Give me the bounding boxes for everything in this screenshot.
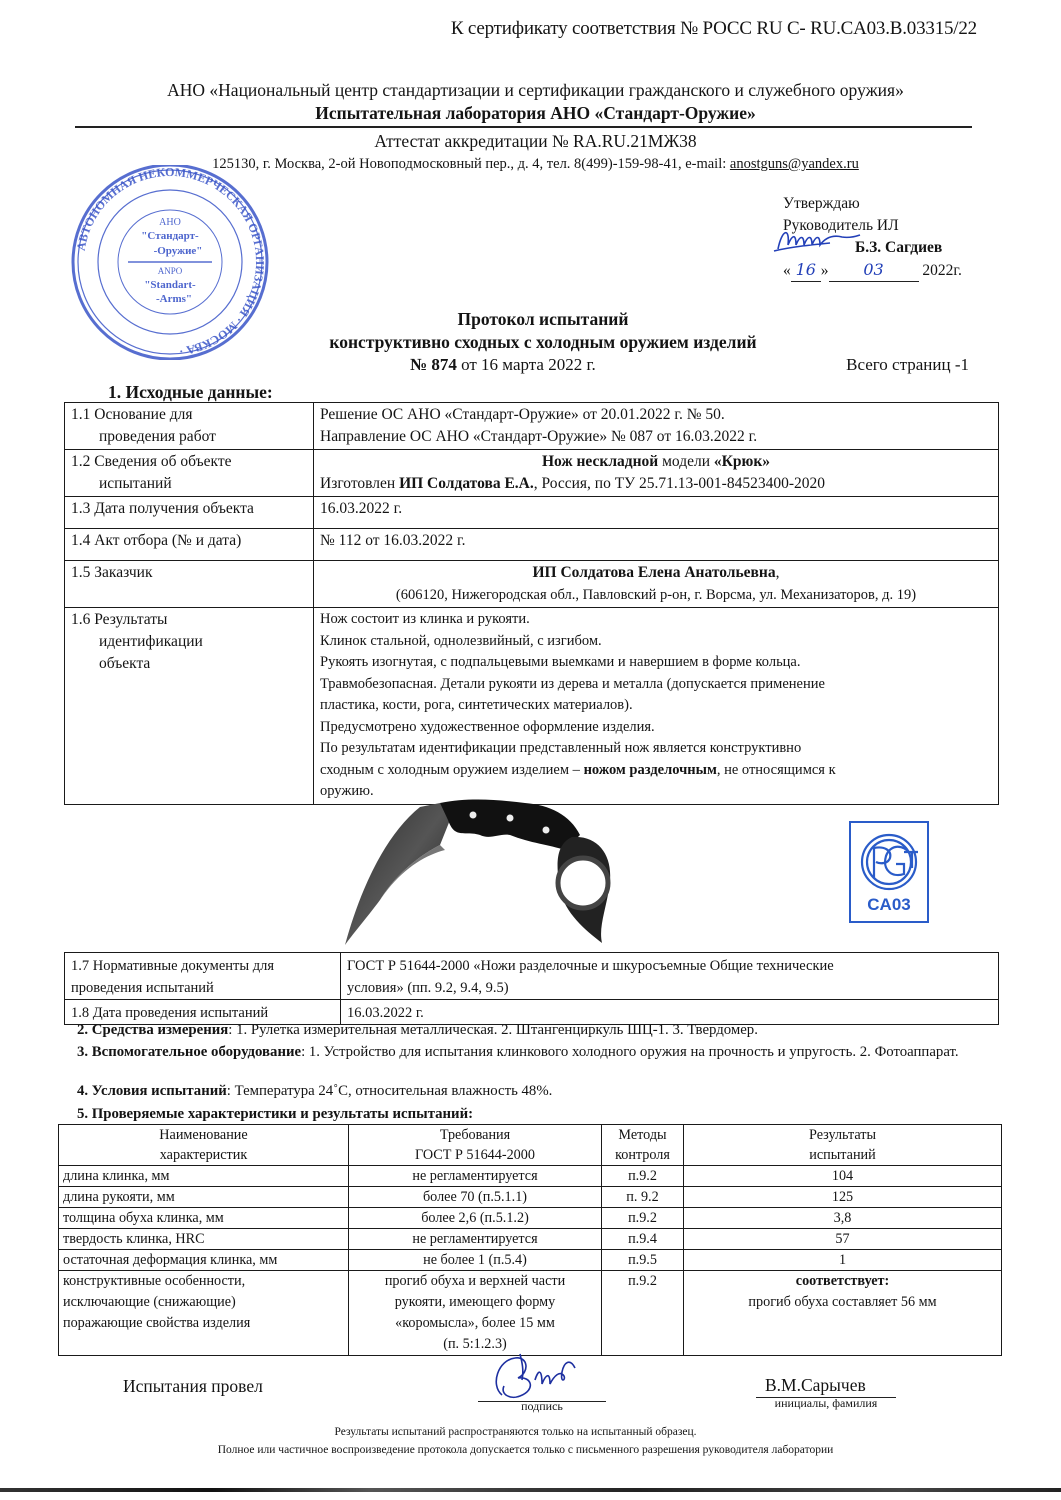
organization-stamp-icon — [60, 165, 280, 360]
svg-text:АВТОНОМНАЯ НЕКОММЕРЧЕСКАЯ ОРГА: АВТОНОМНАЯ НЕКОММЕРЧЕСКАЯ ОРГАНИЗАЦИЯ · МОСКВА · — [73, 165, 268, 359]
table-row — [65, 529, 999, 561]
organization-name: АНО «Национальный центр стандартизации и сертификации гражданского и служебного оружия» — [167, 80, 904, 100]
section-4-test-conditions: 4. Условия испытаний: Температура 24˚С, относительная влажность 48%. — [77, 1083, 553, 1099]
email-link[interactable]: anostguns@yandex.ru — [729, 156, 859, 172]
row-key: 1.5 Заказчик — [65, 561, 314, 608]
test-results-table — [58, 1124, 1002, 1356]
row-value: Нож состоит из клинка и рукояти. Клинок стальной, однолезвийный, с изгибом. Рукоять изогнутая, с подпальцевыми выемками и навершием в форме кольца. Травмобезопасная. Детали рукояти из дерева и металла (допускается применение пластика, кости, рога, синтетических материалов). Предусмотрено художественное оформление изделия. По результатам идентификации представленный нож является конструктивно сходным с холодным оружием изделием – ножом разделочным, не относящимся к оружию. — [314, 608, 999, 805]
approval-date: « 16 » 03 2022г. — [783, 259, 962, 282]
customer-address: (606120, Нижегородская обл., Павловский р-он, г. Ворсма, ул. Механизаторов, д. 19) — [395, 587, 917, 603]
tester-name: В.М.Сарычев — [765, 1375, 866, 1395]
row-key: 1.7 Нормативные документы для проведения испытаний — [65, 953, 341, 1000]
approver-name: Б.З. Сагдиев — [855, 239, 943, 256]
table-header-row — [59, 1125, 1002, 1166]
knife-image — [340, 795, 630, 945]
svg-text:CA03: CA03 — [867, 895, 911, 914]
section-1-title: 1. Исходные данные: — [108, 382, 273, 402]
column-header: Наименование характеристик — [59, 1125, 349, 1166]
row-value: Решение ОС АНО «Стандарт-Оружие» от 20.01.2022 г. № 50. Направление ОС АНО «Стандарт-Оружие» № 087 от 16.03.2022 г. — [314, 403, 999, 450]
scan-bottom-edge — [0, 1488, 1061, 1492]
product-name: Нож нескладной модели «Крюк» — [541, 453, 771, 470]
tester-signature-icon — [480, 1350, 590, 1405]
normative-docs-table — [64, 952, 999, 1025]
tester-name-caption: инициалы, фамилия — [774, 1396, 878, 1410]
manufacturer: Изготовлен ИП Солдатова Е.А., Россия, по ТУ 25.71.13-001-84523400-2020 — [320, 475, 826, 492]
signature-caption: подпись — [521, 1399, 563, 1413]
page-count: Всего страниц -1 — [846, 355, 969, 374]
certificate-reference: К сертификату соответствия № РОСС RU С- RU.CA03.B.03315/22 — [450, 18, 977, 39]
address-text: 125130, г. Москва, 2-ой Новоподмосковный пер., д. 4, тел. 8(499)-159-98-41, e-mail: — [212, 156, 730, 172]
table-row — [65, 953, 999, 1000]
approval-month: 03 — [829, 259, 919, 282]
table-row: конструктивные особенности, исключающие (снижающие) поражающие свойства изделия прогиб обуха и верхней части рукояти, имеющего форму «коромысла», более 15 мм (п. 5:1.2.3) п.9.2 соответствует: прогиб обуха составляет 56 мм — [59, 1271, 1002, 1356]
laboratory-name: Испытательная лаборатория АНО «Стандарт-Оружие» — [315, 103, 756, 123]
approval-year: 2022г. — [922, 262, 962, 279]
row-key: 1.4 Акт отбора (№ и дата) — [65, 529, 314, 561]
row-key: 1.2 Сведения об объекте испытаний — [65, 450, 314, 497]
row-key: 1.8 Дата проведения испытаний — [65, 1000, 341, 1025]
svg-text:ANPO: ANPO — [157, 266, 183, 276]
footer-note-2: Полное или частичное воспроизведение протокола допускается только с письменного разрешения руководителя лаборатории — [217, 1444, 834, 1456]
table-row: длина рукояти, мм более 70 (п.5.1.1) п. 9.2 125 — [59, 1187, 1002, 1208]
protocol-subtitle: конструктивно сходных с холодным оружием изделий — [329, 332, 757, 352]
table-row: толщина обуха клинка, мм более 2,6 (п.5.1.2) п.9.2 3,8 — [59, 1208, 1002, 1229]
row-value — [314, 561, 999, 608]
approver-position: Руководитель ИЛ — [783, 217, 899, 234]
table-row — [65, 497, 999, 529]
svg-text:-Оружие": -Оружие" — [153, 245, 203, 257]
row-key: 1.1 Основание для проведения работ — [65, 403, 314, 450]
row-key: 1.3 Дата получения объекта — [65, 497, 314, 529]
row-value: ГОСТ Р 51644-2000 «Ножи разделочные и шкуросъемные Общие технические условия» (пп. 9.2, 9.4, 9.5) — [341, 953, 999, 1000]
tested-by-label: Испытания провел — [123, 1376, 263, 1396]
section-2-measuring-tools: 2. Средства измерения: 1. Рулетка измерительная металлическая. 2. Штангенциркуль ШЦ-1. 3. Твердомер. — [77, 1022, 758, 1038]
row-value: 16.03.2022 г. — [314, 497, 999, 529]
accreditation-line: Аттестат аккредитации № RA.RU.21МЖ38 — [374, 131, 697, 151]
table-row — [65, 450, 999, 497]
column-header: Результаты испытаний — [684, 1125, 1002, 1166]
protocol-title: Протокол испытаний — [457, 309, 629, 329]
initial-data-table — [64, 402, 999, 805]
svg-text:АНО: АНО — [159, 217, 181, 228]
footer-note-1: Результаты испытаний распространяются только на испытанный образец. — [334, 1426, 697, 1438]
section-3-auxiliary-equipment: 3. Вспомогательное оборудование: 1. Устройство для испытания клинкового холодного оружия на прочность и упругость. 2. Фотоаппарат. — [77, 1044, 959, 1060]
row-value: № 112 от 16.03.2022 г. — [314, 529, 999, 561]
column-header: Требования ГОСТ Р 51644-2000 — [349, 1125, 602, 1166]
table-row: твердость клинка, HRC не регламентируется п.9.4 57 — [59, 1229, 1002, 1250]
certification-mark-icon — [848, 820, 930, 924]
svg-text:"Standart-: "Standart- — [144, 279, 196, 291]
conclusion-line: сходным с холодным оружием изделием – ножом разделочным, не относящимся к — [320, 761, 836, 778]
approver-signature-icon — [770, 225, 870, 255]
row-value — [314, 450, 999, 497]
table-row — [65, 561, 999, 608]
table-row: остаточная деформация клинка, мм не более 1 (п.5.4) п.9.5 1 — [59, 1250, 1002, 1271]
section-5-title: 5. Проверяемые характеристики и результаты испытаний: — [77, 1106, 474, 1122]
table-row — [65, 403, 999, 450]
approve-label: Утверждаю — [783, 195, 860, 212]
row-key: 1.6 Результаты идентификации объекта — [65, 608, 314, 805]
approval-day: 16 — [791, 259, 821, 282]
svg-text:"Стандарт-: "Стандарт- — [141, 230, 199, 242]
svg-text:-Arms": -Arms" — [155, 293, 193, 305]
row-value: 16.03.2022 г. — [341, 1000, 999, 1025]
column-header: Методы контроля — [602, 1125, 684, 1166]
customer-name: ИП Солдатова Елена Анатольевна, — [532, 564, 780, 581]
table-row: длина клинка, мм не регламентируется п.9.2 104 — [59, 1166, 1002, 1187]
protocol-number: № 874 от 16 марта 2022 г. — [410, 355, 596, 374]
header-divider — [75, 126, 972, 128]
table-row — [65, 608, 999, 805]
